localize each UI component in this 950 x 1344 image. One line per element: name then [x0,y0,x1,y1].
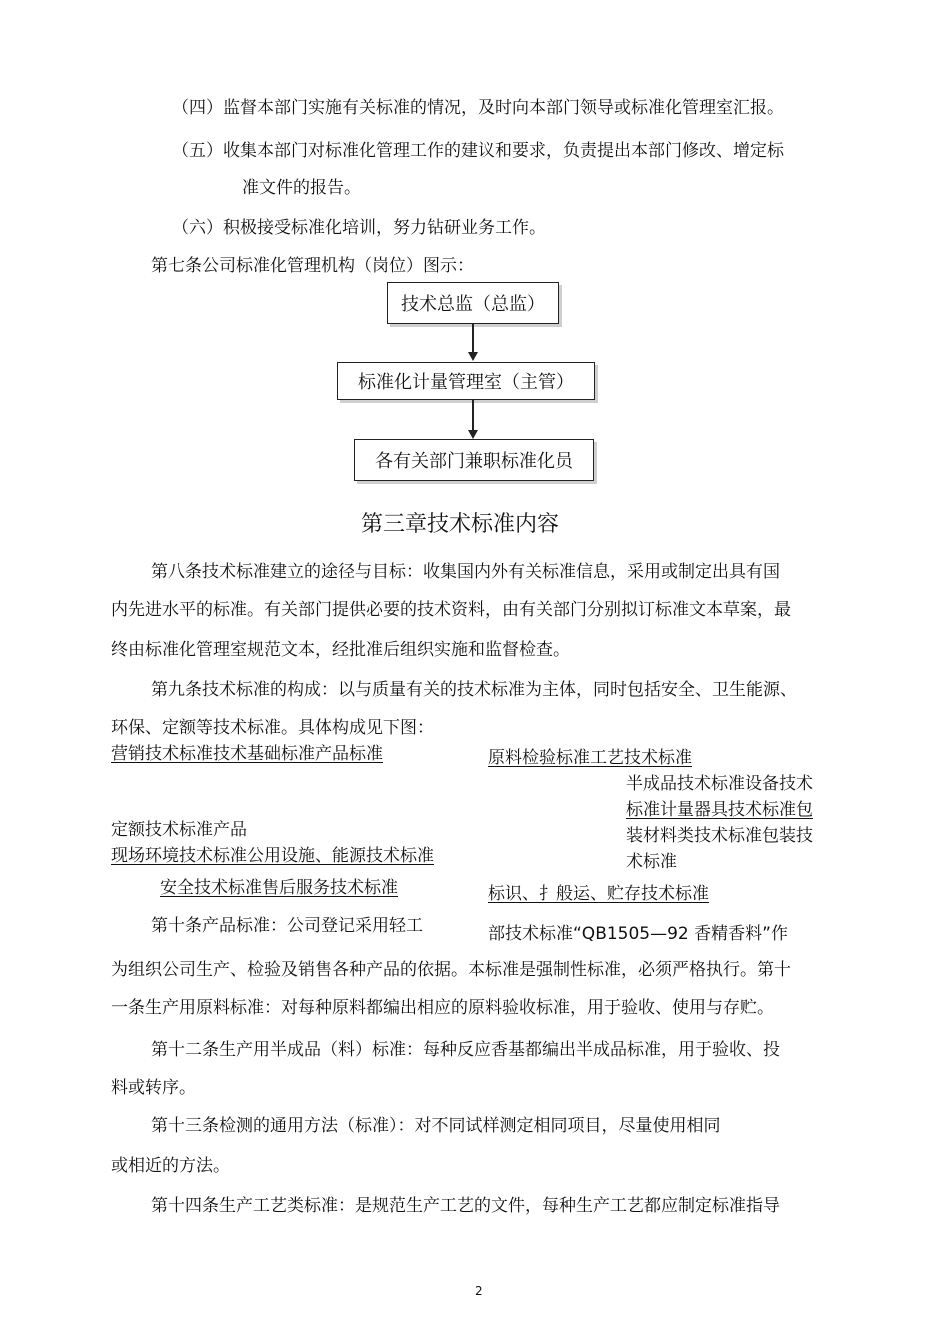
page-number: 2 [475,1284,483,1298]
article-8-line-1: 第八条技术标准建立的途径与目标：收集国内外有关标准信息，采用或制定出具有国 [151,562,780,582]
structure-right-2d: 术标准 [626,852,677,872]
article-9-line-1: 第九条技术标准的构成：以与质量有关的技术标准为主体，同时包括安全、卫生能源、 [151,680,797,700]
article-8-line-3: 终由标准化管理室规范文本，经批准后组织实施和监督检查。 [111,640,570,660]
chapter-title: 第三章技术标准内容 [361,512,560,537]
article-12-line-2: 料或转序。 [111,1078,196,1098]
article-11-line: 一条生产用原料标准：对每种原料都编出相应的原料验收标准，用于验收、使用与存贮。 [111,998,774,1018]
structure-left-2: 定额技术标准产品 [111,820,247,840]
connector-line-1 [472,324,474,352]
structure-right-1: 原料检验标准工艺技术标准 [488,748,692,768]
structure-right-3: 标识、扌般运、贮存技术标准 [488,884,709,904]
org-box-director: 技术总监（总监） [387,282,559,324]
article-9-line-2: 环保、定额等技术标准。具体构成见下图： [111,718,434,738]
article-14-line-1: 第十四条生产工艺类标准：是规范生产工艺的文件，每种生产工艺都应制定标准指导 [151,1196,780,1216]
structure-left-1: 营销技术标准技术基础标准产品标准 [111,744,383,764]
clause-4: （四）监督本部门实施有关标准的情况，及时向本部门领导或标准化管理室汇报。 [172,98,784,118]
clause-5: （五）收集本部门对标准化管理工作的建议和要求，负责提出本部门修改、增定标 [172,141,784,161]
structure-left-4: 安全技术标准售后服务技术标准 [160,878,398,898]
structure-right-2c: 装材料类技术标准包装技 [626,826,813,846]
connector-line-2 [472,400,474,430]
clause-6: （六）积极接受标准化培训，努力钻研业务工作。 [172,218,546,238]
article-7: 第七条公司标准化管理机构（岗位）图示： [151,256,474,276]
article-12-line-1: 第十二条生产用半成品（料）标准：每种反应香基都编出半成品标准，用于验收、投 [151,1040,780,1060]
arrow-down-icon [468,430,478,439]
article-13-line-1: 第十三条检测的通用方法（标准）：对不同试样测定相同项目，尽量使用相同 [151,1116,721,1136]
org-box-standardization-office: 标准化计量管理室（主管） [337,362,595,400]
article-13-line-2: 或相近的方法。 [111,1156,230,1176]
article-10-line-2: 为组织公司生产、检验及销售各种产品的依据。本标准是强制性标准，必须严格执行。第十 [111,960,791,980]
structure-right-2a: 半成品技术标准设备技术 [626,774,813,794]
article-10-line-1b: 部技术标准“QB1505—92 香精香料”作 [488,924,788,944]
clause-5-continued: 准文件的报告。 [242,178,361,198]
structure-left-3: 现场环境技术标准公用设施、能源技术标准 [111,846,434,866]
arrow-down-icon [468,352,478,361]
article-8-line-2: 内先进水平的标准。有关部门提供必要的技术资料，由有关部门分别拟订标准文本草案，最 [111,600,791,620]
org-box-department-staff: 各有关部门兼职标准化员 [354,439,594,481]
structure-right-2b: 标准计量器具技术标准包 [626,800,813,820]
article-10-line-1: 第十条产品标准：公司登记采用轻工 [151,916,423,936]
